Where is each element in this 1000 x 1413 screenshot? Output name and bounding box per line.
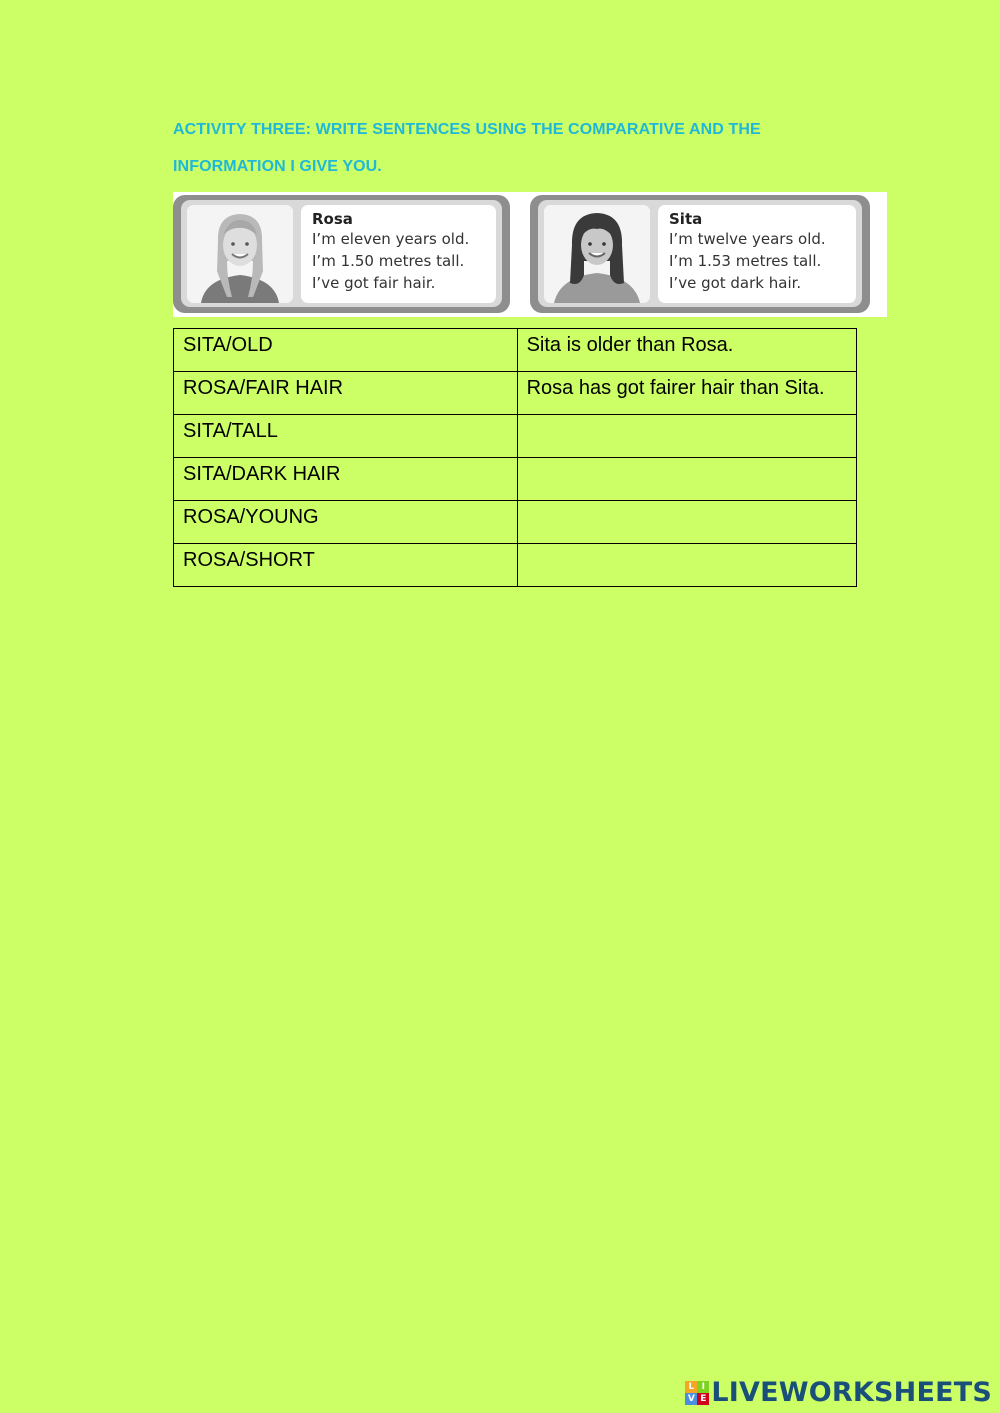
prompt-cell <box>174 415 518 458</box>
girl-blonde-braids-image <box>187 205 293 303</box>
prompt-text: ROSA/SHORT <box>183 549 315 571</box>
activity-heading-line-2: INFORMATION I GIVE YOU. <box>173 158 382 175</box>
table-row <box>174 372 857 415</box>
table-row <box>174 501 857 544</box>
answer-cell <box>517 329 856 372</box>
liveworksheets-brand[interactable] <box>685 1377 992 1408</box>
logo-letter: I <box>697 1381 709 1393</box>
logo-letter: E <box>697 1393 709 1405</box>
rosa-photo <box>187 205 293 303</box>
profile-card-inner <box>538 200 862 307</box>
profile-card-rosa <box>173 195 510 313</box>
prompt-text: SITA/DARK HAIR <box>183 463 341 485</box>
logo-letter: L <box>685 1381 697 1393</box>
answer-input-cell[interactable] <box>517 458 856 501</box>
profile-height: I’m 1.53 metres tall. <box>669 252 822 270</box>
prompt-cell <box>174 544 518 587</box>
profile-card-sita <box>530 195 870 313</box>
table-row <box>174 415 857 458</box>
profile-height: I’m 1.50 metres tall. <box>312 252 465 270</box>
rosa-info <box>301 205 496 303</box>
prompt-cell <box>174 501 518 544</box>
profile-age: I’m eleven years old. <box>312 230 470 248</box>
profile-name: Sita <box>669 210 703 228</box>
answer-text[interactable] <box>527 501 847 506</box>
prompt-text: ROSA/FAIR HAIR <box>183 377 344 399</box>
prompt-text: SITA/OLD <box>183 334 273 356</box>
table-row <box>174 329 857 372</box>
logo-letter: V <box>685 1393 697 1405</box>
answer-cell <box>517 372 856 415</box>
answer-text[interactable] <box>527 458 847 463</box>
profile-cards <box>173 192 887 317</box>
answer-text[interactable] <box>527 544 847 549</box>
comparative-exercise-table <box>173 328 857 587</box>
answer-input-cell[interactable] <box>517 544 856 587</box>
liveworksheets-wordmark: LIVEWORKSHEETS <box>711 1377 992 1408</box>
profile-name: Rosa <box>312 210 353 228</box>
prompt-cell <box>174 458 518 501</box>
answer-input-cell[interactable] <box>517 501 856 544</box>
answer-text: Rosa has got fairer hair than Sita. <box>526 377 825 399</box>
prompt-cell <box>174 372 518 415</box>
prompt-text: ROSA/YOUNG <box>183 506 319 528</box>
liveworksheets-logo-icon <box>685 1381 709 1405</box>
prompt-cell <box>174 329 518 372</box>
activity-heading-line-1: ACTIVITY THREE: WRITE SENTENCES USING THE COMPARATIVE AND THE <box>173 121 761 138</box>
sita-info <box>658 205 856 303</box>
profile-age: I’m twelve years old. <box>669 230 826 248</box>
table-row <box>174 458 857 501</box>
answer-input-cell[interactable] <box>517 415 856 458</box>
girl-dark-hair-image <box>544 205 650 303</box>
prompt-text: SITA/TALL <box>183 420 278 442</box>
profile-hair: I’ve got dark hair. <box>669 274 802 292</box>
profile-card-inner <box>181 200 502 307</box>
answer-text[interactable] <box>527 415 847 420</box>
profile-hair: I’ve got fair hair. <box>312 274 436 292</box>
sita-photo <box>544 205 650 303</box>
answer-text: Sita is older than Rosa. <box>526 334 734 356</box>
table-row <box>174 544 857 587</box>
